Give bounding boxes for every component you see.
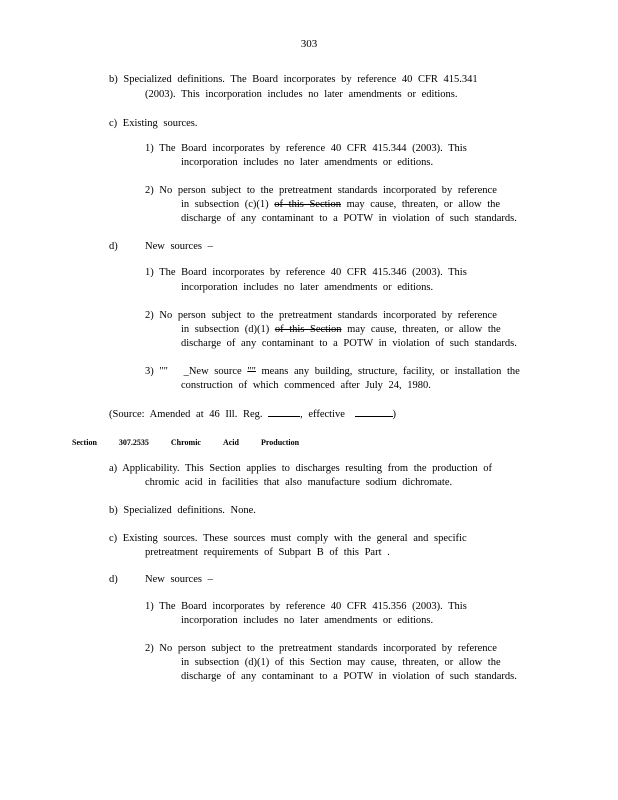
s1-c2-line2-b: may cause, threaten, or allow the bbox=[346, 199, 501, 210]
s1-d2-deleted-text: of this Section bbox=[274, 324, 342, 335]
s1-d1-line2: incorporation includes no later amendments or editions. bbox=[181, 282, 434, 293]
s1-c1-line2: incorporation includes no later amendments or editions. bbox=[181, 157, 434, 168]
s1-d-text: New sources – bbox=[145, 241, 213, 252]
s1-c-label: c) Existing sources. bbox=[109, 118, 198, 129]
s2-d1-line2: incorporation includes no later amendments or editions. bbox=[181, 615, 434, 626]
s1-d2-line3: discharge of any contaminant to a POTW in violation of such standards. bbox=[181, 338, 517, 349]
s1-b-line2: (2003). This incorporation includes no later amendments or editions. bbox=[145, 89, 458, 100]
section-label: Section bbox=[72, 438, 97, 447]
section-heading bbox=[72, 436, 319, 450]
s1-d3-line2: construction of which commenced after July 24, 1980. bbox=[181, 380, 431, 391]
s2-b-label: b) Specialized definitions. None. bbox=[109, 505, 256, 516]
s2-d2-line2: in subsection (d)(1) of this Section may cause, threaten, or allow the bbox=[181, 657, 501, 668]
s2-c-line1: c) Existing sources. These sources must comply with the general and specific bbox=[109, 533, 467, 544]
s1-d3-line1-c: means any building, structure, facility, or installation the bbox=[261, 366, 520, 377]
page-number: 303 bbox=[300, 38, 318, 50]
s1-c1-line1: 1) The Board incorporates by reference 40 CFR 415.344 (2003). This bbox=[145, 143, 467, 154]
s1-d2-line2-a: in subsection (d)(1) bbox=[181, 324, 270, 335]
s2-a-line2: chromic acid in facilities that also manufacture sodium dichromate. bbox=[145, 477, 453, 488]
s1-d1-line1: 1) The Board incorporates by reference 40 CFR 415.346 (2003). This bbox=[145, 267, 467, 278]
s1-c2-line3: discharge of any contaminant to a POTW in violation of such standards. bbox=[181, 213, 517, 224]
s2-a-line1: a) Applicability. This Section applies to discharges resulting from the production of bbox=[109, 463, 493, 474]
s2-d-label: d) bbox=[109, 574, 118, 585]
s1-d3-line1 bbox=[145, 365, 520, 379]
s1-d-label: d) bbox=[109, 241, 118, 252]
s1-b-line1: b) Specialized definitions. The Board incorporates by reference 40 CFR 415.341 bbox=[109, 74, 478, 85]
section-title-2: Acid bbox=[222, 438, 239, 447]
s1-source-date-blank bbox=[355, 406, 393, 417]
s1-source-reg-blank bbox=[268, 406, 300, 417]
section-title-3: Production bbox=[260, 438, 300, 447]
s2-c-line2: pretreatment requirements of Subpart B of this Part . bbox=[145, 547, 390, 558]
s1-d3-line1-b: _New source bbox=[183, 366, 242, 377]
s2-d2-line1: 2) No person subject to the pretreatment standards incorporated by reference bbox=[145, 643, 497, 654]
s1-d3-deleted-quotes: "" bbox=[247, 366, 256, 377]
section-number: 307.2535 bbox=[118, 438, 149, 447]
s1-d2-line2-b: may cause, threaten, or allow the bbox=[347, 324, 501, 335]
s2-d1-line1: 1) The Board incorporates by reference 40 CFR 415.356 (2003). This bbox=[145, 601, 467, 612]
s1-source-note bbox=[109, 406, 396, 422]
s2-d2-line3: discharge of any contaminant to a POTW in violation of such standards. bbox=[181, 671, 517, 682]
s1-d2-line1: 2) No person subject to the pretreatment standards incorporated by reference bbox=[145, 310, 497, 321]
s1-d2-line2 bbox=[181, 323, 501, 337]
s1-c2-deleted-text: of this Section bbox=[274, 199, 341, 210]
s1-c2-line2-a: in subsection (c)(1) bbox=[181, 199, 269, 210]
s1-source-a: (Source: Amended at 46 Ill. Reg. bbox=[109, 409, 263, 420]
section-title-1: Chromic bbox=[170, 438, 201, 447]
s1-d3-line1-a: 3) "" bbox=[145, 366, 168, 377]
s1-c2-line2 bbox=[181, 198, 500, 212]
s2-d-text: New sources – bbox=[145, 574, 213, 585]
s1-source-c: ) bbox=[392, 409, 397, 420]
s1-c2-line1: 2) No person subject to the pretreatment standards incorporated by reference bbox=[145, 185, 497, 196]
s1-source-b: , effective bbox=[300, 409, 345, 420]
